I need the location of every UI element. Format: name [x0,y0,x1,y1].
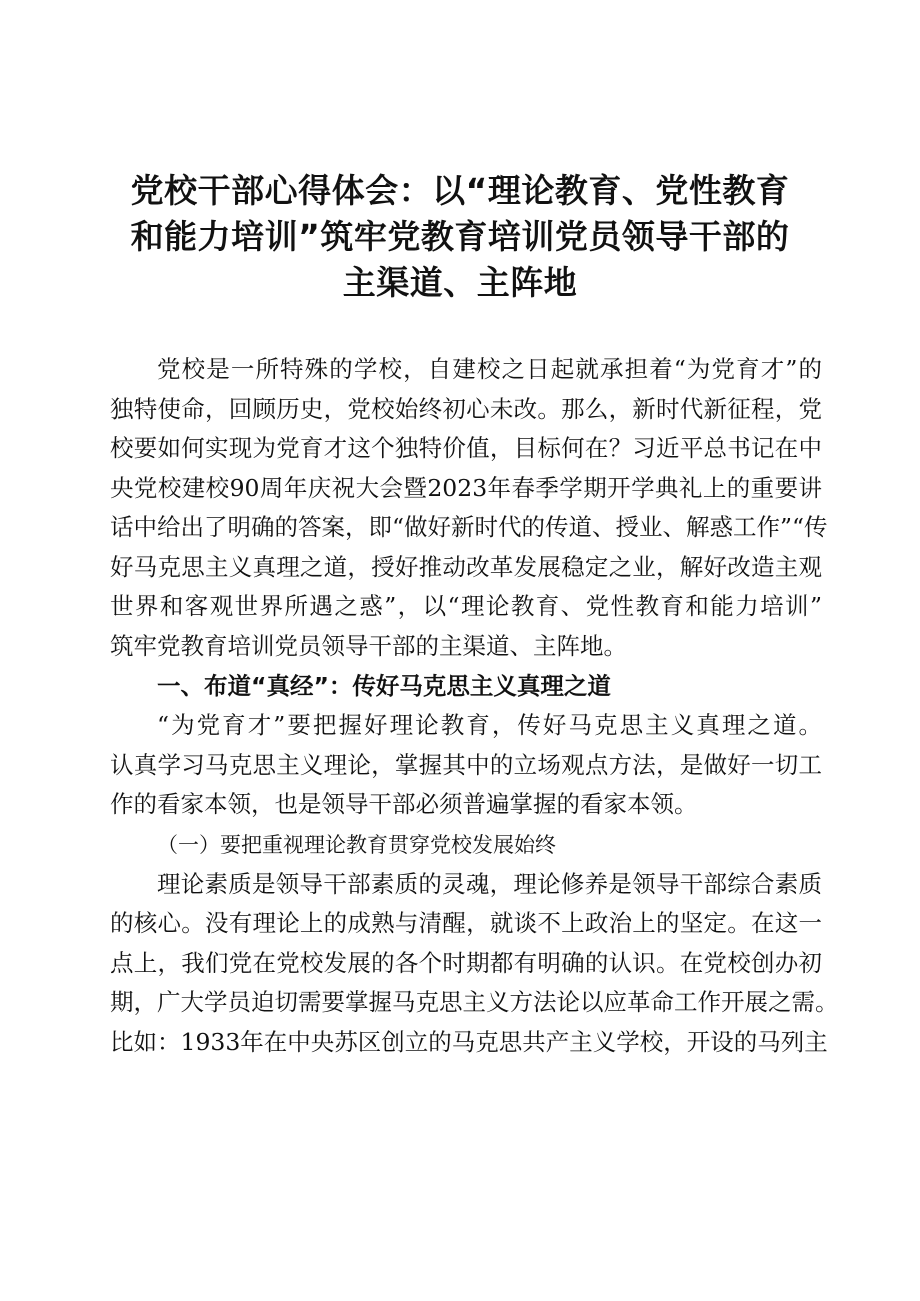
text-line: 话中给出了明确的答案，即“做好新时代的传道、授业、解惑工作”“传 [110,513,828,541]
text-line: 世界和客观世界所遇之惑”，以“理论教育、党性教育和能力培训” [110,592,822,620]
text-line: 作的看家本领，也是领导干部必须普遍掌握的看家本领。 [110,790,698,818]
subsection-heading: （一）要把重视理论教育贯穿党校发展始终 [157,832,556,857]
text-line: 理论素质是领导干部素质的灵魂，理论修养是领导干部综合素质 [157,869,822,898]
text-line: 党校是一所特殊的学校，自建校之日起就承担着“为党育才”的 [157,355,822,383]
document-body [110,350,839,1062]
paragraph-subsection [110,865,839,1063]
text-line: 独特使命，回顾历史，党校始终初心未改。那么，新时代新征程，党 [110,394,822,423]
text-line: 认真学习马克思主义理论，掌握其中的立场观点方法，是做好一切工 [110,750,822,779]
text-line: 期，广大学员迫切需要掌握马克思主义方法论以应革命工作开展之需。 [110,988,839,1016]
text-line: 好马克思主义真理之道，授好推动改革发展稳定之业，解好改造主观 [110,552,822,581]
document-title [110,168,810,306]
title-line: 党校干部心得体会：以“理论教育、党性教育 [130,171,790,210]
section-heading: 一、布道“真经”：传好马克思主义真理之道 [157,672,611,700]
paragraph-section-intro [110,706,822,825]
text-line: 点上，我们党在党校发展的各个时期都有明确的认识。在党校创办初 [110,948,822,977]
paragraph-intro [110,350,828,666]
title-line: 和能力培训”筑牢党教育培训党员领导干部的 [130,217,790,256]
text-line: “为党育才”要把握好理论教育，传好马克思主义真理之道。 [157,711,822,739]
text-line: 筑牢党教育培训党员领导干部的主渠道、主阵地。 [110,631,627,660]
text-line: 的核心。没有理论上的成熟与清醒，就谈不上政治上的坚定。在这一 [110,909,822,937]
title-line: 主渠道、主阵地 [342,263,578,302]
text-line: 校要如何实现为党育才这个独特价值，目标何在？习近平总书记在中 [110,434,822,462]
text-line: 央党校建校90周年庆祝大会暨2023年春季学期开学典礼上的重要讲 [110,473,822,502]
text-line: 比如：1933年在中央苏区创立的马克思共产主义学校，开设的马列主 [110,1027,828,1056]
